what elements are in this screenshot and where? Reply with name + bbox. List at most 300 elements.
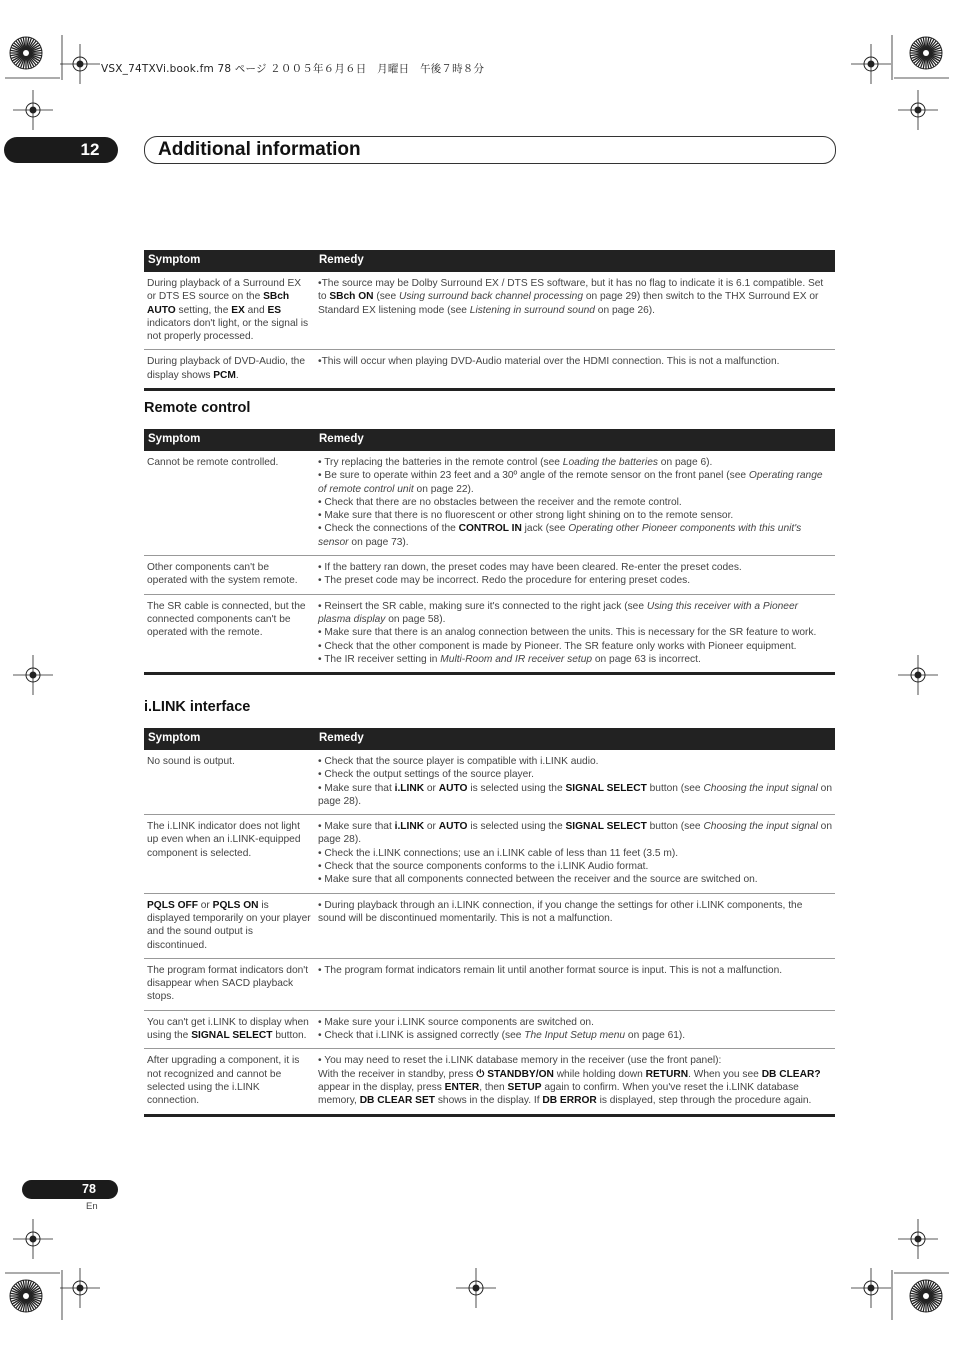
text-run: on page 26). [594,304,655,316]
symptom-cell [144,893,315,958]
text-run: on page 63 is incorrect. [592,653,701,665]
text-run: • Check the connections of the [318,523,459,535]
registration-star-spoke [914,53,926,63]
text-run: • Be sure to operate within 23 feet and a 30º angle of the remote sensor on the front panel (see [318,470,749,482]
registration-star-spoke [26,1296,42,1299]
registration-star-spoke [26,43,38,53]
registration-star-spoke [926,1286,938,1296]
registration-star-spoke [926,45,940,53]
registration-star-spoke [911,48,926,53]
remedy-cell [315,893,835,958]
registration-star-spoke [14,53,26,63]
text-run: You can't get i.LINK to display when using the [147,1016,309,1042]
text-run: • During playback through an i.LINK connection, if you change the settings for other i.LINK components, the sound will be discontinued momentarily. This is not a malfunction. [318,899,803,924]
bold-term: ⏻ STANDBY/ON [476,1068,554,1080]
registration-star-spoke [12,45,26,53]
text-run: • Check that the source components conforms to the i.LINK Audio format. [318,861,649,873]
text-run: • Check that there are no obstacles between the receiver and the remote control. [318,496,682,508]
registration-star-spoke [21,53,26,68]
crosshair-dot [77,61,84,68]
registration-star-spoke [926,53,940,61]
registration-star-spoke [912,1296,926,1304]
table-row [144,594,835,673]
registration-star-spoke [923,53,926,69]
registration-star-spoke [14,1286,26,1296]
text-run: The program format indicators don't disappear when SACD playback stops. [147,964,309,1003]
registration-star-spoke [926,1296,931,1311]
crosshair-dot [915,1236,922,1243]
registration-star-spoke [926,53,934,67]
registration-star-spoke [26,53,29,69]
table-row [144,893,835,958]
remedy-item [318,496,832,509]
registration-star-spoke [23,53,26,69]
text-run: During playback of DVD-Audio, the display shows [147,356,305,381]
bold-term: SBch AUTO [147,291,290,316]
registration-star-spoke [26,53,31,68]
registration-star-spoke [26,53,41,58]
registration-star-spoke [26,53,36,65]
registration-star-spoke [26,41,36,53]
registration-star-center [923,1293,929,1299]
symptom-cell [144,815,315,893]
text-run: button. [272,1030,307,1042]
crosshair-ring [26,1232,40,1246]
text-run: on page 22). [413,483,474,495]
registration-star-spoke [926,43,938,53]
remedy-item [318,847,832,860]
registration-star-spoke [14,1296,26,1306]
registration-star-center [23,50,29,56]
registration-star-spoke [910,1296,926,1299]
registration-star-spoke [918,53,926,67]
registration-star-spoke [12,1296,26,1304]
text-run: No sound is output. [147,756,235,767]
table-row [144,1010,835,1049]
registration-star-outer [910,37,942,69]
crosshair-dot [915,107,922,114]
text-run: , then [479,1081,508,1093]
registration-star-spoke [918,39,926,53]
page-reference-title: Using this receiver with a Pioneer plasma display [318,600,799,625]
text-run: button (see [646,821,704,833]
table-row [144,958,835,1010]
registration-star-spoke [914,43,926,53]
remedy-cell [315,1010,835,1049]
registration-star-spoke [921,1281,926,1296]
registration-star-spoke [926,1288,940,1296]
registration-star-spoke [918,1296,926,1310]
registration-star-spoke [21,1281,26,1296]
bold-term: PQLS OFF [147,899,198,911]
remedy-item [318,456,832,469]
bold-term: CONTROL IN [458,523,522,535]
registration-star-spoke [18,1282,26,1296]
text-run: . When you see [688,1068,762,1080]
remedy-item [318,1068,832,1108]
text-run: again to confirm. When you've reset the i.LINK database memory, [318,1081,799,1107]
bold-term: RETURN [645,1068,689,1080]
registration-star-spoke [21,38,26,53]
text-run: or [197,899,213,911]
text-run: The i.LINK indicator does not light up even when an i.LINK-equipped component is selected. [147,821,301,859]
registration-star-spoke [926,1296,938,1306]
troubleshooting-table-remote-control [144,429,835,675]
registration-star-spoke [926,53,929,69]
registration-star-spoke [926,1296,934,1310]
registration-star-spoke [16,1284,26,1296]
registration-star-spoke [26,45,40,53]
text-run: is selected using the [467,782,566,794]
text-run: • Make sure your i.LINK source components are switched on. [318,1016,594,1028]
crosshair-dot [915,672,922,679]
registration-star-spoke [11,48,26,53]
crosshair-ring [26,668,40,682]
registration-star-spoke [26,1296,41,1301]
bold-term: i.LINK [394,821,425,833]
text-run: During playback of a Surround EX or DTS ES source on the [147,278,302,303]
text-run: After upgrading a component, it is not recognized and cannot be selected using the i.LINK connection. [147,1055,300,1107]
text-run: • Make sure that [318,782,395,794]
registration-star-spoke [916,53,926,65]
symptom-cell [144,958,315,1010]
remedy-item [318,561,832,574]
registration-star-spoke [926,53,938,63]
registration-star-spoke [926,39,934,53]
crosshair-ring [911,103,925,117]
registration-star-spoke [26,53,34,67]
text-run: on page 61). [625,1030,686,1042]
crosshair-ring [864,1281,878,1295]
registration-star-spoke [26,1296,38,1306]
text-run: • The IR receiver setting in [318,653,441,665]
registration-star-spoke [910,50,926,53]
registration-star-spoke [26,50,42,53]
registration-star-spoke [916,1296,926,1308]
table-row [144,1049,835,1115]
table-row [144,272,835,350]
bold-term: PQLS ON [212,899,259,911]
registration-star-spoke [911,1291,926,1296]
remedy-item [318,277,832,317]
registration-star-spoke [10,1296,26,1299]
text-run: on page 58). [385,613,446,625]
text-run: is displayed temporarily on your player and the sound output is discontinued. [147,899,311,951]
section-title-ilink-interface: i.LINK interface [144,699,251,715]
page-number: 78 [82,1182,96,1196]
text-run: indicators don't light, or the signal is not properly processed. [147,317,309,343]
registration-star-spoke [26,53,38,63]
registration-star-spoke [11,1291,26,1296]
registration-star-spoke [926,1296,942,1299]
remedy-cell [315,451,835,556]
registration-star-spoke [26,48,41,53]
remedy-item [318,640,832,653]
crosshair-dot [473,1285,480,1292]
crosshair-ring [73,1281,87,1295]
registration-star-center [923,50,929,56]
registration-star-outer [910,1280,942,1312]
bold-term: SETUP [507,1081,542,1093]
registration-star-spoke [23,37,26,53]
registration-star-spoke [26,53,42,56]
table-row [144,350,835,390]
remedy-item [318,1029,832,1042]
text-run: • Reinsert the SR cable, making sure it's connected to the right jack (see [318,600,647,612]
registration-star-spoke [926,1296,929,1312]
registration-star-spoke [26,1282,34,1296]
registration-star-spoke [21,1296,26,1311]
registration-star-spoke [926,1291,941,1296]
bold-term: SIGNAL SELECT [191,1030,273,1042]
registration-star-spoke [926,38,931,53]
registration-star-spoke [926,50,942,53]
registration-star-spoke [914,1296,926,1306]
crosshair-dot [77,1285,84,1292]
registration-star-spoke [923,37,926,53]
registration-star-spoke [926,1281,931,1296]
remedy-column-header: Remedy [315,728,835,750]
remedy-item [318,820,832,847]
remedy-item [318,600,832,627]
bold-term: DB ERROR [542,1095,597,1107]
remedy-item [318,1054,832,1067]
registration-star-center [23,1293,29,1299]
remedy-item [318,574,832,587]
bold-term: i.LINK [394,782,425,794]
symptom-column-header: Symptom [144,429,315,451]
registration-star-spoke [926,53,936,65]
registration-star-spoke [26,1280,29,1296]
crosshair-ring [26,103,40,117]
remedy-item [318,355,832,368]
registration-star-spoke [912,1288,926,1296]
page-reference-title: Multi-Room and IR receiver setup [440,653,593,665]
text-run: on page 28). [318,782,833,807]
registration-star-spoke [26,1286,38,1296]
remedy-cell [315,556,835,595]
registration-star-spoke [926,37,929,53]
text-run: Other components can't be operated with the system remote. [147,562,298,587]
text-run: and [244,304,268,316]
remedy-item [318,522,832,549]
troubleshooting-table-ilink [144,728,835,1117]
bold-term: SBch ON [329,291,374,303]
page-reference-title: Loading the batteries [562,457,658,468]
crosshair-ring [73,57,87,71]
text-run: • Check that the other component is made by Pioneer. The SR feature only works with Pioneer equipment. [318,640,797,652]
bold-term: ENTER [444,1081,480,1093]
text-run: •The source may be Dolby Surround EX / DTS ES software, but it has no flag to indicate it is 6.1 compatible. Set to [318,278,824,303]
text-run: appear in the display, press [318,1081,445,1093]
registration-star-spoke [18,39,26,53]
registration-star-spoke [18,1296,26,1310]
text-run: is displayed, step through the procedure again. [596,1095,812,1107]
text-run: • Check that i.LINK is assigned correctly (see [318,1030,525,1042]
text-run: • The program format indicators remain lit until another format source is input. This is not a malfunction. [318,964,783,976]
bold-term: PCM [213,369,236,381]
symptom-cell [144,1010,315,1049]
registration-star-spoke [912,45,926,53]
text-run: on page 29) then switch to the THX Surround EX or Standard EX listening mode (see [318,291,819,316]
table-row [144,815,835,893]
table-row [144,556,835,595]
text-run: on page 73). [348,536,409,548]
table-row [144,451,835,556]
bold-term: DB CLEAR SET [359,1095,435,1107]
crosshair-ring [469,1281,483,1295]
registration-star-spoke [926,53,931,68]
registration-star-spoke [926,1296,941,1301]
text-run: Cannot be remote controlled. [147,457,279,468]
registration-star-spoke [10,53,26,56]
registration-star-spoke [12,1288,26,1296]
remedy-cell [315,815,835,893]
remedy-item [318,768,832,781]
registration-star-spoke [926,53,942,56]
crosshair-dot [30,107,37,114]
page-reference-title: Listening in surround sound [469,304,595,316]
page-reference-title: Operating other Pioneer components with this unit's sensor [318,523,802,548]
remedy-column-header: Remedy [315,250,835,272]
registration-star-spoke [911,1296,926,1301]
registration-star-spoke [26,1288,40,1296]
remedy-item [318,469,832,496]
registration-star-spoke [921,53,926,68]
remedy-cell [315,958,835,1010]
text-run: • The preset code may be incorrect. Redo the procedure for entering preset codes. [318,575,691,587]
registration-star-spoke [23,1296,26,1312]
remedy-item [318,755,832,768]
text-run: jack (see [521,523,569,535]
text-run: on page 6). [657,457,713,468]
symptom-column-header: Symptom [144,250,315,272]
text-run: •This will occur when playing DVD-Audio material over the HDMI connection. This is not a malfunction. [318,356,780,368]
registration-star-spoke [910,53,926,56]
remedy-item [318,873,832,886]
registration-star-spoke [923,1296,926,1312]
page-reference-title: Using surround back channel processing [398,291,584,303]
registration-star-spoke [916,41,926,53]
text-run: • If the battery ran down, the preset codes may have been cleared. Re-enter the preset codes. [318,562,742,574]
registration-star-spoke [11,53,26,58]
crosshair-dot [868,61,875,68]
registration-star-spoke [926,1284,936,1296]
registration-star-spoke [26,1281,31,1296]
registration-star-spoke [26,1291,41,1296]
registration-star-spoke [26,1296,34,1310]
chapter-title: Additional information [158,139,361,160]
text-run: • You may need to reset the i.LINK database memory in the receiver (use the front panel): [318,1055,722,1067]
troubleshooting-table-surround [144,250,835,391]
registration-star-spoke [26,1296,40,1304]
remedy-cell [315,594,835,673]
registration-star-spoke [26,53,40,61]
remedy-cell [315,1049,835,1115]
crosshair-dot [30,672,37,679]
registration-star-spoke [926,1280,929,1296]
remedy-item [318,1016,832,1029]
registration-star-spoke [926,1293,942,1296]
remedy-column-header: Remedy [315,429,835,451]
registration-star-spoke [10,50,26,53]
registration-star-spoke [914,1286,926,1296]
remedy-cell [315,350,835,390]
registration-star-spoke [926,53,941,58]
remedy-item [318,964,832,977]
registration-star-spoke [18,53,26,67]
section-title-remote-control: Remote control [144,400,251,416]
text-run: The SR cable is connected, but the connected components can't be operated with the remote. [147,600,306,639]
text-run: • Make sure that there is an analog connection between the units. This is necessary for the SR feature to work. [318,627,817,639]
registration-star-spoke [16,53,26,65]
registration-star-spoke [26,1296,29,1312]
registration-star-spoke [26,1296,31,1311]
registration-star-spoke [26,38,31,53]
text-run: • Check the output settings of the source player. [318,769,534,781]
text-run: on page 28). [318,821,833,846]
text-run: • Check the i.LINK connections; use an i.LINK cable of less than 11 feet (3.5 m). [318,847,679,859]
symptom-cell [144,556,315,595]
registration-star-spoke [926,1296,936,1308]
text-run: • Make sure that [318,821,395,833]
registration-star-spoke [918,1282,926,1296]
bold-term: EX [231,304,245,316]
page-reference-title: The Input Setup menu [524,1030,626,1042]
bold-term: AUTO [438,782,468,794]
text-run: is selected using the [467,821,566,833]
crosshair-dot [868,1285,875,1292]
table-row [144,750,835,815]
remedy-cell [315,272,835,350]
text-run: • Make sure that all components connected between the receiver and the source are switched on. [318,874,758,886]
bold-term: ES [267,304,282,316]
registration-star-spoke [912,53,926,61]
text-run: or [424,821,439,833]
text-run: button (see [646,782,704,794]
symptom-column-header: Symptom [144,728,315,750]
text-run: With the receiver in standby, press [318,1068,477,1080]
registration-star-spoke [16,41,26,53]
registration-star-outer [10,37,42,69]
registration-star-spoke [26,37,29,53]
registration-star-spoke [926,1282,934,1296]
registration-star-spoke [26,39,34,53]
registration-star-spoke [911,53,926,58]
text-run: setting, the [175,304,232,316]
symptom-cell [144,750,315,815]
page-reference-title: Choosing the input signal [703,782,818,794]
symptom-cell [144,272,315,350]
registration-star-spoke [926,41,936,53]
registration-star-spoke [26,1293,42,1296]
crosshair-ring [911,1232,925,1246]
bold-term: DB CLEAR? [761,1068,821,1080]
symptom-cell [144,451,315,556]
symptom-cell [144,594,315,673]
remedy-item [318,899,832,926]
text-run: (see [373,291,399,303]
crosshair-dot [30,1236,37,1243]
remedy-item [318,509,832,522]
registration-star-spoke [921,1296,926,1311]
registration-star-spoke [14,43,26,53]
text-run: . [235,369,239,381]
registration-star-outer [10,1280,42,1312]
text-run: • Try replacing the batteries in the remote control (see [318,457,563,468]
remedy-cell [315,750,835,815]
text-run: • Make sure that there is no fluorescent or other strong light shining on to the remote sensor. [318,510,734,522]
